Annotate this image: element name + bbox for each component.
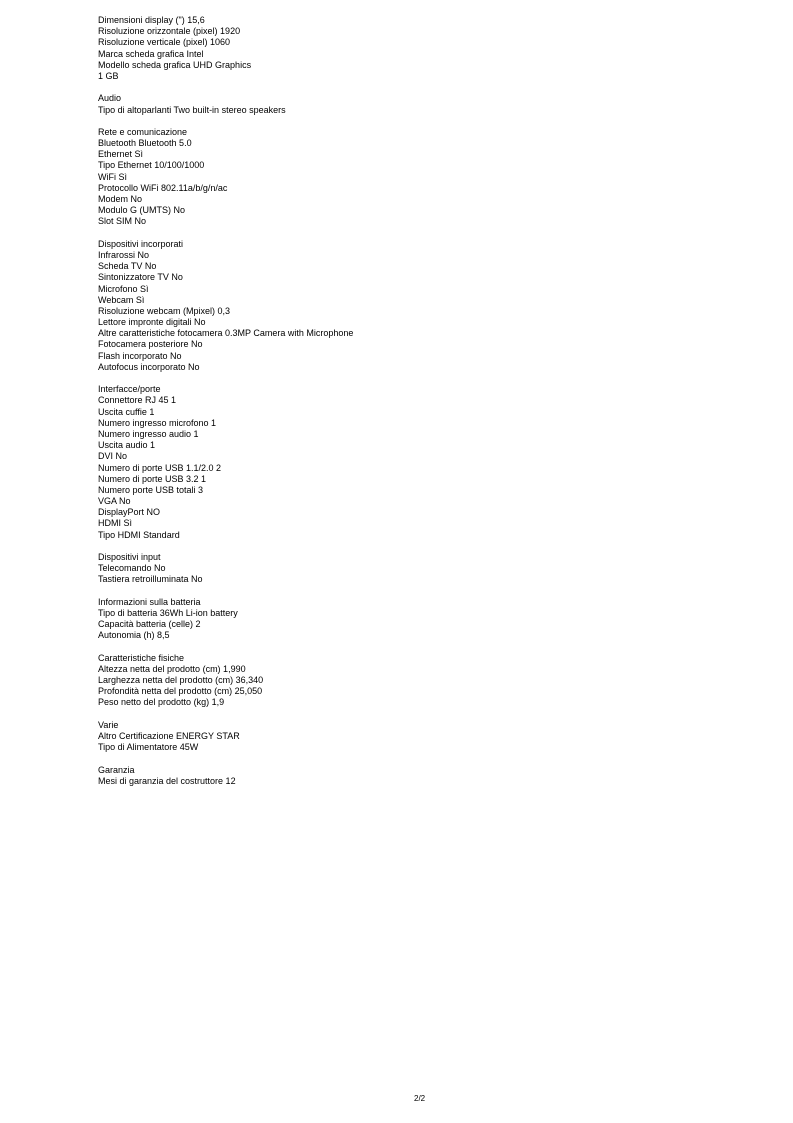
spec-line: Peso netto del prodotto (kg) 1,9 bbox=[98, 697, 225, 708]
spec-line: Tipo di Alimentatore 45W bbox=[98, 742, 199, 753]
spec-line: Webcam Sì bbox=[98, 294, 145, 305]
spec-line: Tipo di batteria 36Wh Li-ion battery bbox=[98, 607, 238, 618]
spec-line: Larghezza netta del prodotto (cm) 36,340 bbox=[98, 675, 264, 686]
spec-line: Numero ingresso audio 1 bbox=[98, 428, 199, 439]
spec-line: Fotocamera posteriore No bbox=[98, 339, 203, 350]
section-heading: Audio bbox=[98, 93, 122, 104]
section-interfaces bbox=[98, 384, 778, 541]
spec-line: Bluetooth Bluetooth 5.0 bbox=[98, 138, 192, 149]
section-audio bbox=[98, 93, 778, 115]
spec-line: Altro Certificazione ENERGY STAR bbox=[98, 731, 240, 741]
spec-line: Modello scheda grafica UHD Graphics bbox=[98, 59, 252, 70]
spec-line: Profondità netta del prodotto (cm) 25,050 bbox=[98, 686, 263, 697]
section-heading: Caratteristiche fisiche bbox=[98, 652, 185, 663]
section-heading: Rete e comunicazione bbox=[98, 126, 188, 137]
spec-line: Lettore impronte digitali No bbox=[98, 317, 206, 328]
section-warranty bbox=[98, 765, 778, 787]
section-heading: Varie bbox=[98, 719, 119, 730]
spec-line: Marca scheda grafica Intel bbox=[98, 48, 204, 59]
spec-line: Tipo HDMI Standard bbox=[98, 529, 180, 540]
section-input-devices bbox=[98, 552, 778, 586]
spec-line: Telecomando No bbox=[98, 563, 166, 574]
spec-line: Sintonizzatore TV No bbox=[98, 272, 183, 283]
spec-document bbox=[98, 15, 778, 798]
spec-line: VGA No bbox=[98, 496, 131, 507]
section-heading: Informazioni sulla batteria bbox=[98, 596, 201, 607]
page-number: 2/2 bbox=[414, 1094, 426, 1103]
spec-line: DisplayPort NO bbox=[98, 507, 161, 518]
spec-line: Risoluzione webcam (Mpixel) 0,3 bbox=[98, 305, 231, 316]
spec-line: Risoluzione verticale (pixel) 1060 bbox=[98, 37, 231, 48]
spec-line: Tipo Ethernet 10/100/1000 bbox=[98, 160, 205, 171]
spec-line: Ethernet Sì bbox=[98, 149, 144, 160]
spec-line: Altre caratteristiche fotocamera 0.3MP Camera with Microphone bbox=[98, 328, 354, 339]
spec-line: Altezza netta del prodotto (cm) 1,990 bbox=[98, 663, 246, 674]
spec-line: Protocollo WiFi 802.11a/b/g/n/ac bbox=[98, 182, 228, 193]
section-heading: Dispositivi incorporati bbox=[98, 238, 184, 249]
spec-line: Uscita cuffie 1 bbox=[98, 406, 155, 417]
spec-line: Tastiera retroilluminata No bbox=[98, 574, 203, 585]
section-battery bbox=[98, 597, 778, 642]
spec-line: Capacità batteria (celle) 2 bbox=[98, 619, 201, 630]
section-built-in-devices bbox=[98, 239, 778, 373]
spec-line: Numero di porte USB 1.1/2.0 2 bbox=[98, 462, 222, 473]
spec-line: Connettore RJ 45 1 bbox=[98, 395, 177, 406]
spec-line: Uscita audio 1 bbox=[98, 440, 156, 451]
spec-line: Flash incorporato No bbox=[98, 350, 182, 361]
spec-line: Mesi di garanzia del costruttore 12 bbox=[98, 775, 236, 786]
spec-line: Numero ingresso microfono 1 bbox=[98, 417, 217, 428]
spec-line: Numero di porte USB 3.2 1 bbox=[98, 473, 207, 484]
spec-line: WiFi Sì bbox=[98, 171, 127, 182]
spec-line: Tipo di altoparlanti Two built-in stereo speakers bbox=[98, 104, 286, 115]
section-physical bbox=[98, 653, 778, 709]
spec-line: Infrarossi No bbox=[98, 249, 150, 260]
spec-line: Risoluzione orizzontale (pixel) 1920 bbox=[98, 26, 241, 37]
spec-line: Numero porte USB totali 3 bbox=[98, 484, 204, 495]
spec-line: Dimensioni display (") 15,6 bbox=[98, 15, 205, 25]
spec-line: Microfono Sì bbox=[98, 283, 149, 294]
section-heading: Interfacce/porte bbox=[98, 384, 161, 395]
spec-line: DVI No bbox=[98, 451, 128, 462]
spec-line: Scheda TV No bbox=[98, 261, 157, 272]
section-heading: Dispositivi input bbox=[98, 552, 161, 562]
spec-line: HDMI Sì bbox=[98, 518, 133, 529]
section-display bbox=[98, 15, 778, 82]
spec-line: 1 GB bbox=[98, 70, 119, 81]
spec-line: Autofocus incorporato No bbox=[98, 361, 200, 372]
section-network bbox=[98, 127, 778, 228]
spec-line: Modulo G (UMTS) No bbox=[98, 205, 186, 216]
spec-line: Modem No bbox=[98, 194, 143, 204]
section-heading: Garanzia bbox=[98, 764, 135, 775]
section-misc bbox=[98, 720, 778, 754]
spec-line: Autonomia (h) 8,5 bbox=[98, 630, 170, 641]
spec-line: Slot SIM No bbox=[98, 216, 147, 227]
